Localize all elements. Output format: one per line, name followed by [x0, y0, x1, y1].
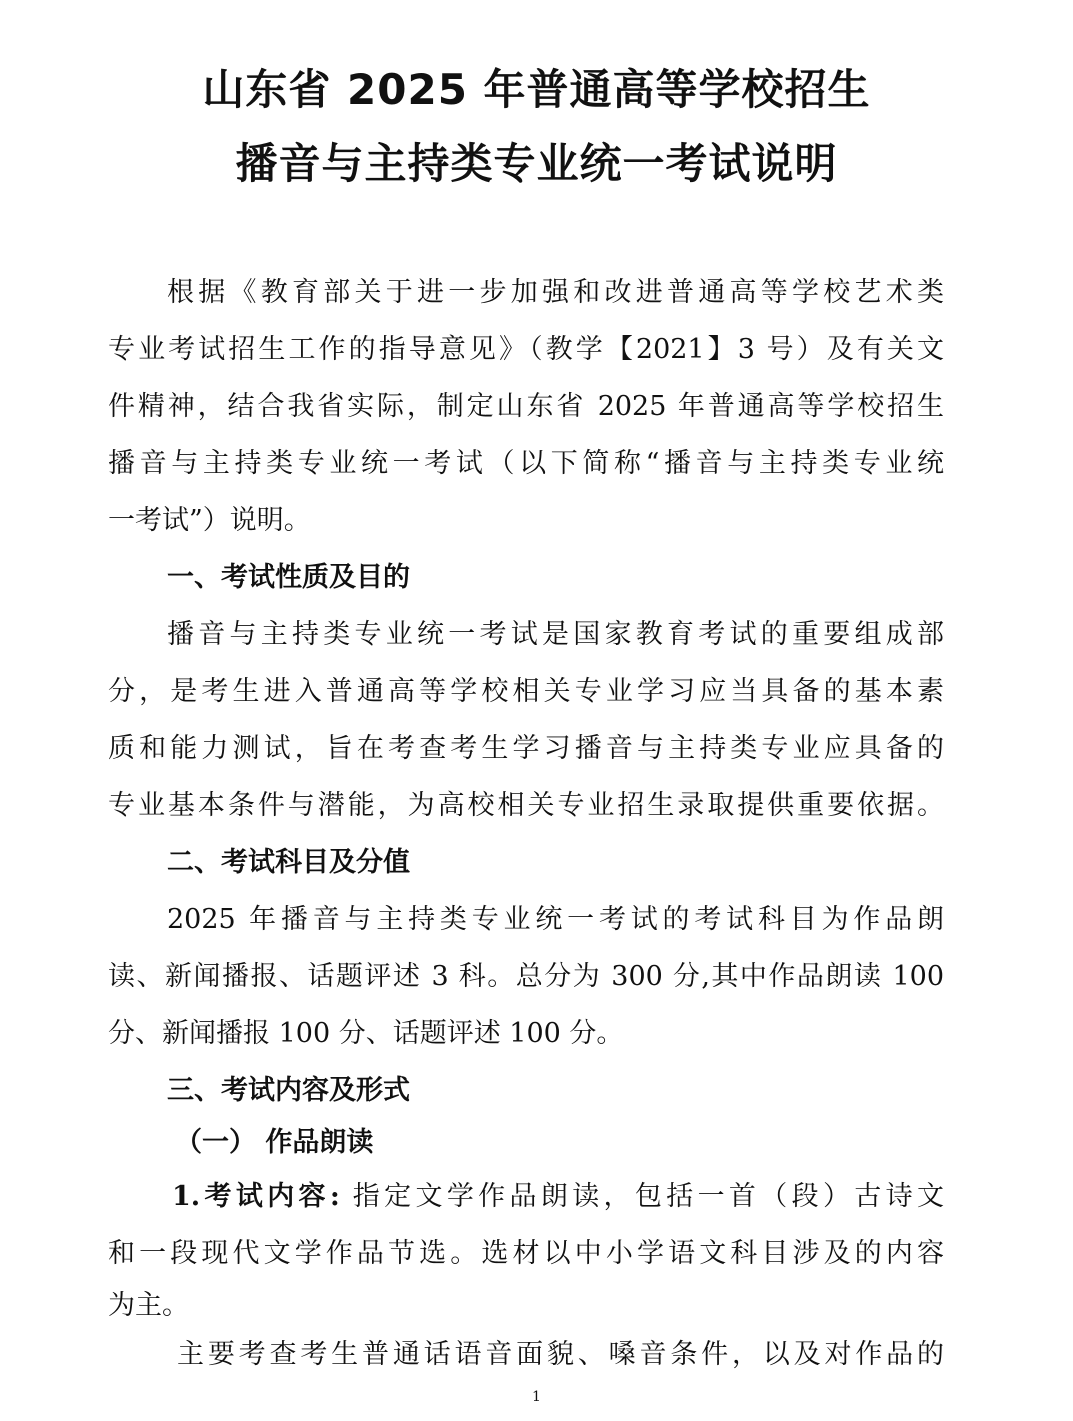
section-3-item-1: [172, 1180, 944, 1214]
intro-line-5: 一考试”）说明。: [108, 505, 311, 536]
section-1-line-2: 分，是考生进入普通高等学校相关专业学习应当具备的基本素: [108, 676, 944, 707]
section-3-heading: 三、考试内容及形式: [167, 1075, 410, 1106]
document-title-line-2: 播音与主持类专业统一考试说明: [235, 139, 838, 188]
intro-line-4: 播音与主持类专业统一考试（以下简称“播音与主持类专业统: [108, 448, 944, 479]
page-number: 1: [532, 1389, 541, 1405]
section-2-line-2: 读、新闻播报、话题评述 3 科。总分为 300 分,其中作品朗读 100: [108, 961, 944, 992]
section-3-item-1-line-2: 和一段现代文学作品节选。选材以中小学语文科目涉及的内容: [108, 1238, 944, 1269]
item-1-label: 1.考试内容:: [172, 1181, 340, 1212]
section-3-last-line: 主要考查考生普通话语音面貌、嗓音条件，以及对作品的: [177, 1339, 944, 1370]
intro-line-3: 件精神，结合我省实际，制定山东省 2025 年普通高等学校招生: [108, 391, 944, 422]
section-3-subheading: （一） 作品朗读: [175, 1127, 374, 1158]
section-1-heading: 一、考试性质及目的: [167, 562, 410, 593]
section-2-line-3: 分、新闻播报 100 分、话题评述 100 分。: [108, 1018, 624, 1049]
document-title-line-1: 山东省 2025 年普通高等学校招生: [202, 65, 871, 114]
section-3-item-1-line-3: 为主。: [108, 1290, 189, 1321]
section-2-line-1: 2025 年播音与主持类专业统一考试的考试科目为作品朗: [167, 904, 944, 935]
intro-line-2: 专业考试招生工作的指导意见》（教学【2021】3 号）及有关文: [108, 334, 944, 365]
item-1-text: 指定文学作品朗读，包括一首（段）古诗文: [339, 1181, 944, 1212]
section-2-heading: 二、考试科目及分值: [167, 847, 410, 878]
intro-line-1: 根据《教育部关于进一步加强和改进普通高等学校艺术类: [167, 277, 944, 308]
section-1-line-3: 质和能力测试，旨在考查考生学习播音与主持类专业应具备的: [108, 733, 944, 764]
section-1-line-4: 专业基本条件与潜能，为高校相关专业招生录取提供重要依据。: [108, 790, 944, 821]
section-1-line-1: 播音与主持类专业统一考试是国家教育考试的重要组成部: [167, 619, 944, 650]
